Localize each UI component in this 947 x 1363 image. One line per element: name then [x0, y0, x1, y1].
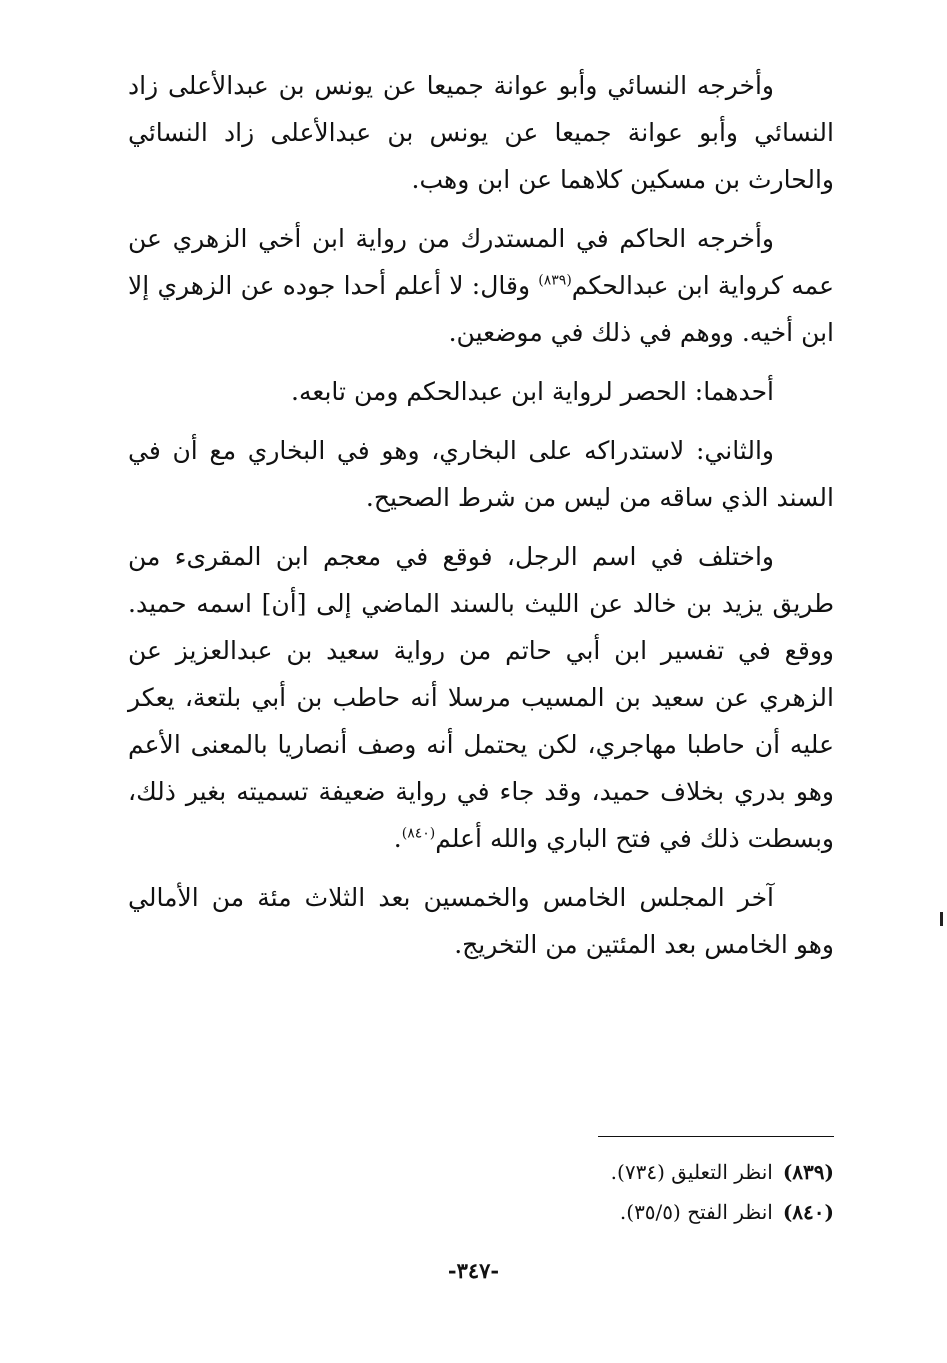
paragraph-5-text: واختلف في اسم الرجل، فوقع في معجم ابن المقرىء من طريق يزيد بن خالد عن الليث بالسند الماضي إلى [أن] اسمه حميد. ووقع في تفسير ابن أبي حاتم من رواية سعيد بن عبدالعزيز عن الزهري عن سعيد بن المسيب مرسلا أنه حاطب بن أبي بلتعة، يعكر عليه أن حاطبا مهاجري، لكن يحتمل أنه وصف أنصاريا بالمعنى الأعم وهو بدري بخلاف حميد، وقد جاء في رواية ضعيفة تسميته بغير ذلك، وبسطت ذلك في فتح الباري والله أعلم [128, 542, 834, 853]
paragraph-2-text-after: وقال: لا أعلم أحدا جوده عن الزهري إلا ابن أخيه. ووهم في ذلك في موضعين. [128, 271, 834, 347]
footnote-reference-840[interactable]: (٨٤٠) [401, 825, 436, 842]
paragraph-1-text: وأخرجه النسائي وأبو عوانة جميعا عن يونس بن عبدالأعلى زاد النسائي وأبو عوانة جميعا عن يونس بن عبدالأعلى زاد النسائي والحارث بن مسكين كلاهما عن ابن وهب. [128, 71, 834, 194]
paragraph-3 [128, 368, 834, 415]
footnote-number: (٨٤٠) [782, 1200, 834, 1224]
paragraph-6-text: آخر المجلس الخامس والخمسين بعد الثلاث مئة من الأمالي وهو الخامس بعد المئتين من التخريج. [128, 883, 834, 959]
paragraph-6 [128, 874, 834, 968]
footnote-number: (٨٣٩) [782, 1160, 834, 1184]
paragraph-1 [128, 62, 834, 203]
footnote-text: انظر الفتح (٣٥/٥). [619, 1200, 773, 1224]
scan-edge-mark [940, 912, 943, 926]
paragraph-4-text: والثاني: لاستدراكه على البخاري، وهو في البخاري مع أن في السند الذي ساقه من ليس من شرط الصحيح. [128, 436, 834, 512]
paragraph-3-text: أحدهما: الحصر لرواية ابن عبدالحكم ومن تابعه. [291, 377, 774, 406]
footnote-840 [128, 1192, 834, 1232]
footnote-reference-839[interactable]: (٨٣٩) [538, 272, 572, 289]
footnotes [128, 1152, 834, 1232]
paragraph-2-text: وأخرجه الحاكم في المستدرك من رواية ابن أخي الزهري عن عمه كرواية ابن عبدالحكم [128, 224, 834, 300]
paragraph-5-text-after: . [393, 824, 402, 853]
footnote-839 [128, 1152, 834, 1192]
paragraph-2 [128, 215, 834, 356]
page-number: -٣٤٧- [447, 1258, 500, 1283]
paragraph-5 [128, 533, 834, 862]
footnote-separator [598, 1136, 834, 1137]
footnote-text: انظر التعليق (٧٣٤). [610, 1160, 773, 1184]
main-text [128, 62, 834, 980]
paragraph-4 [128, 427, 834, 521]
